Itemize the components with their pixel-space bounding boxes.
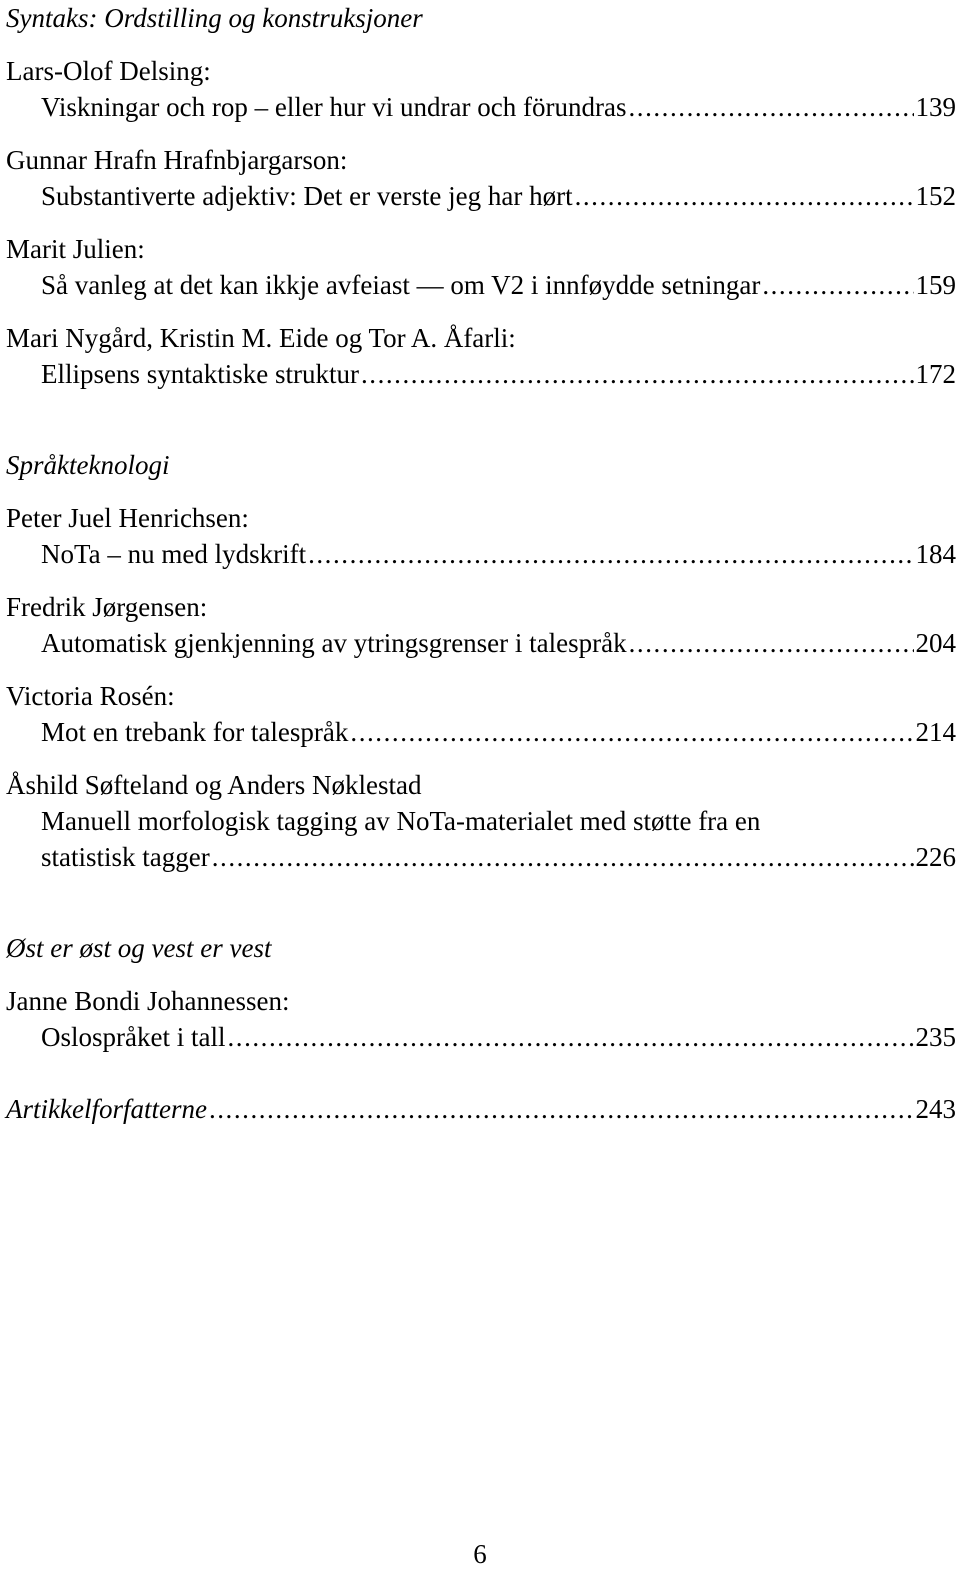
- section-heading: Øst er øst og vest er vest: [6, 933, 272, 963]
- entry-author: Janne Bondi Johannessen:: [6, 986, 290, 1016]
- entry-title: Artikkelforfatterne: [6, 1094, 207, 1124]
- entry-title-first-line: Manuell morfologisk tagging av NoTa-materialet med støtte fra en: [41, 806, 761, 836]
- entry-page: 226: [915, 842, 956, 872]
- toc-entry: [6, 500, 956, 572]
- entry-page: 243: [915, 1094, 956, 1124]
- entry-author: Peter Juel Henrichsen:: [6, 503, 249, 533]
- leader-dots: [308, 536, 913, 572]
- entry-author: Åshild Søfteland og Anders Nøklestad: [6, 770, 422, 800]
- entry-title: Substantiverte adjektiv: Det er verste jeg har hørt: [41, 181, 573, 211]
- leader-dots: [350, 714, 913, 750]
- toc-entry: [6, 767, 956, 875]
- leader-dots: [575, 178, 914, 214]
- section-heading: Språkteknologi: [6, 450, 170, 480]
- entry-page: 139: [915, 92, 956, 122]
- entry-title: Viskningar och rop – eller hur vi undrar och förundras: [41, 92, 627, 122]
- toc-entry: [6, 983, 956, 1055]
- leader-dots: [212, 839, 914, 875]
- entry-author: Gunnar Hrafn Hrafnbjargarson:: [6, 145, 348, 175]
- entry-author: Lars-Olof Delsing:: [6, 56, 211, 86]
- entry-author: Marit Julien:: [6, 234, 145, 264]
- leader-dots: [629, 625, 914, 661]
- entry-title: Mot en trebank for talespråk: [41, 717, 349, 747]
- leader-dots: [361, 356, 914, 392]
- entry-page: 184: [915, 539, 956, 569]
- entry-title-line: [6, 89, 956, 125]
- entry-author: Mari Nygård, Kristin M. Eide og Tor A. Åfarli:: [6, 323, 516, 353]
- toc-entry: [6, 53, 956, 125]
- entry-title: Så vanleg at det kan ikkje avfeiast — om V2 i innføydde setningar: [41, 270, 761, 300]
- entry-title: NoTa – nu med lydskrift: [41, 539, 307, 569]
- entry-title-line: [6, 714, 956, 750]
- page-number: 6: [473, 1539, 487, 1569]
- entry-title: statistisk tagger: [41, 842, 210, 872]
- entry-title-line: [6, 625, 956, 661]
- table-of-contents: [6, 0, 956, 1127]
- entry-title-line: [6, 839, 956, 875]
- toc-entry: [6, 231, 956, 303]
- leader-dots: [628, 89, 913, 125]
- leader-dots: [209, 1091, 914, 1127]
- entry-title-line: [6, 267, 956, 303]
- entry-page: 172: [915, 359, 956, 389]
- toc-entry: [6, 678, 956, 750]
- entry-title-line: [6, 1019, 956, 1055]
- entry-title-line: [6, 178, 956, 214]
- entry-author: Victoria Rosén:: [6, 681, 175, 711]
- entry-title: Automatisk gjenkjenning av ytringsgrenser i talespråk: [41, 628, 627, 658]
- section-heading: Syntaks: Ordstilling og konstruksjoner: [6, 3, 423, 33]
- entry-title-line: [6, 536, 956, 572]
- entry-author: Fredrik Jørgensen:: [6, 592, 208, 622]
- toc-entry: [6, 320, 956, 392]
- entry-page: 152: [915, 181, 956, 211]
- entry-title: Oslospråket i tall: [41, 1022, 226, 1052]
- entry-title-line: [6, 356, 956, 392]
- entry-page: 159: [915, 270, 956, 300]
- toc-entry: [6, 142, 956, 214]
- toc-entry-contributors: [6, 1091, 956, 1127]
- toc-entry: [6, 589, 956, 661]
- leader-dots: [227, 1019, 913, 1055]
- leader-dots: [762, 267, 913, 303]
- entry-page: 235: [915, 1022, 956, 1052]
- entry-page: 214: [915, 717, 956, 747]
- entry-page: 204: [915, 628, 956, 658]
- entry-title: Ellipsens syntaktiske struktur: [41, 359, 359, 389]
